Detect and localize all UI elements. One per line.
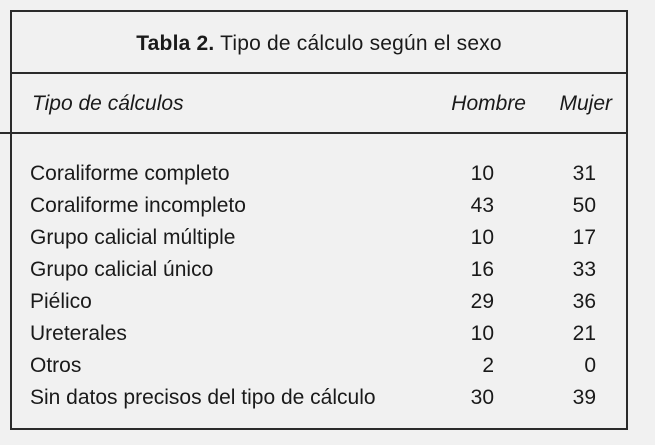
row-name: Grupo calicial múltiple [30, 226, 236, 249]
row-female: 0 [584, 354, 596, 377]
header-male: Hombre [451, 92, 526, 115]
row-female: 33 [572, 258, 596, 281]
row-name: Piélico [30, 290, 92, 313]
row-male: 16 [470, 258, 494, 281]
row-male: 30 [470, 386, 494, 409]
table-row [12, 226, 626, 258]
table-row [12, 258, 626, 290]
row-female: 39 [572, 386, 596, 409]
row-male: 43 [470, 194, 494, 217]
row-name: Coraliforme incompleto [30, 194, 246, 217]
header-divider [0, 132, 626, 134]
row-female: 21 [572, 322, 596, 345]
row-male: 29 [470, 290, 494, 313]
row-female: 50 [572, 194, 596, 217]
row-name: Grupo calicial único [30, 258, 214, 281]
header-female: Mujer [559, 92, 612, 115]
row-female: 31 [572, 162, 596, 185]
table-title [12, 32, 626, 56]
table-row [12, 290, 626, 322]
table-body [12, 162, 626, 418]
row-male: 10 [470, 226, 494, 249]
row-male: 10 [470, 322, 494, 345]
table-row [12, 194, 626, 226]
table-frame [10, 10, 628, 430]
row-female: 17 [572, 226, 596, 249]
table-row [12, 162, 626, 194]
row-female: 36 [572, 290, 596, 313]
table-row [12, 322, 626, 354]
table-caption: Tipo de cálculo según el sexo [220, 32, 502, 55]
table-number: Tabla 2. [136, 32, 215, 55]
table-row [12, 354, 626, 386]
table-header [12, 92, 626, 118]
header-type: Tipo de cálculos [32, 92, 184, 115]
row-male: 2 [482, 354, 494, 377]
row-male: 10 [470, 162, 494, 185]
title-divider [12, 72, 626, 74]
row-name: Coraliforme completo [30, 162, 230, 185]
table-row [12, 386, 626, 418]
row-name: Otros [30, 354, 82, 377]
row-name: Sin datos precisos del tipo de cálculo [30, 386, 376, 409]
row-name: Ureterales [30, 322, 127, 345]
